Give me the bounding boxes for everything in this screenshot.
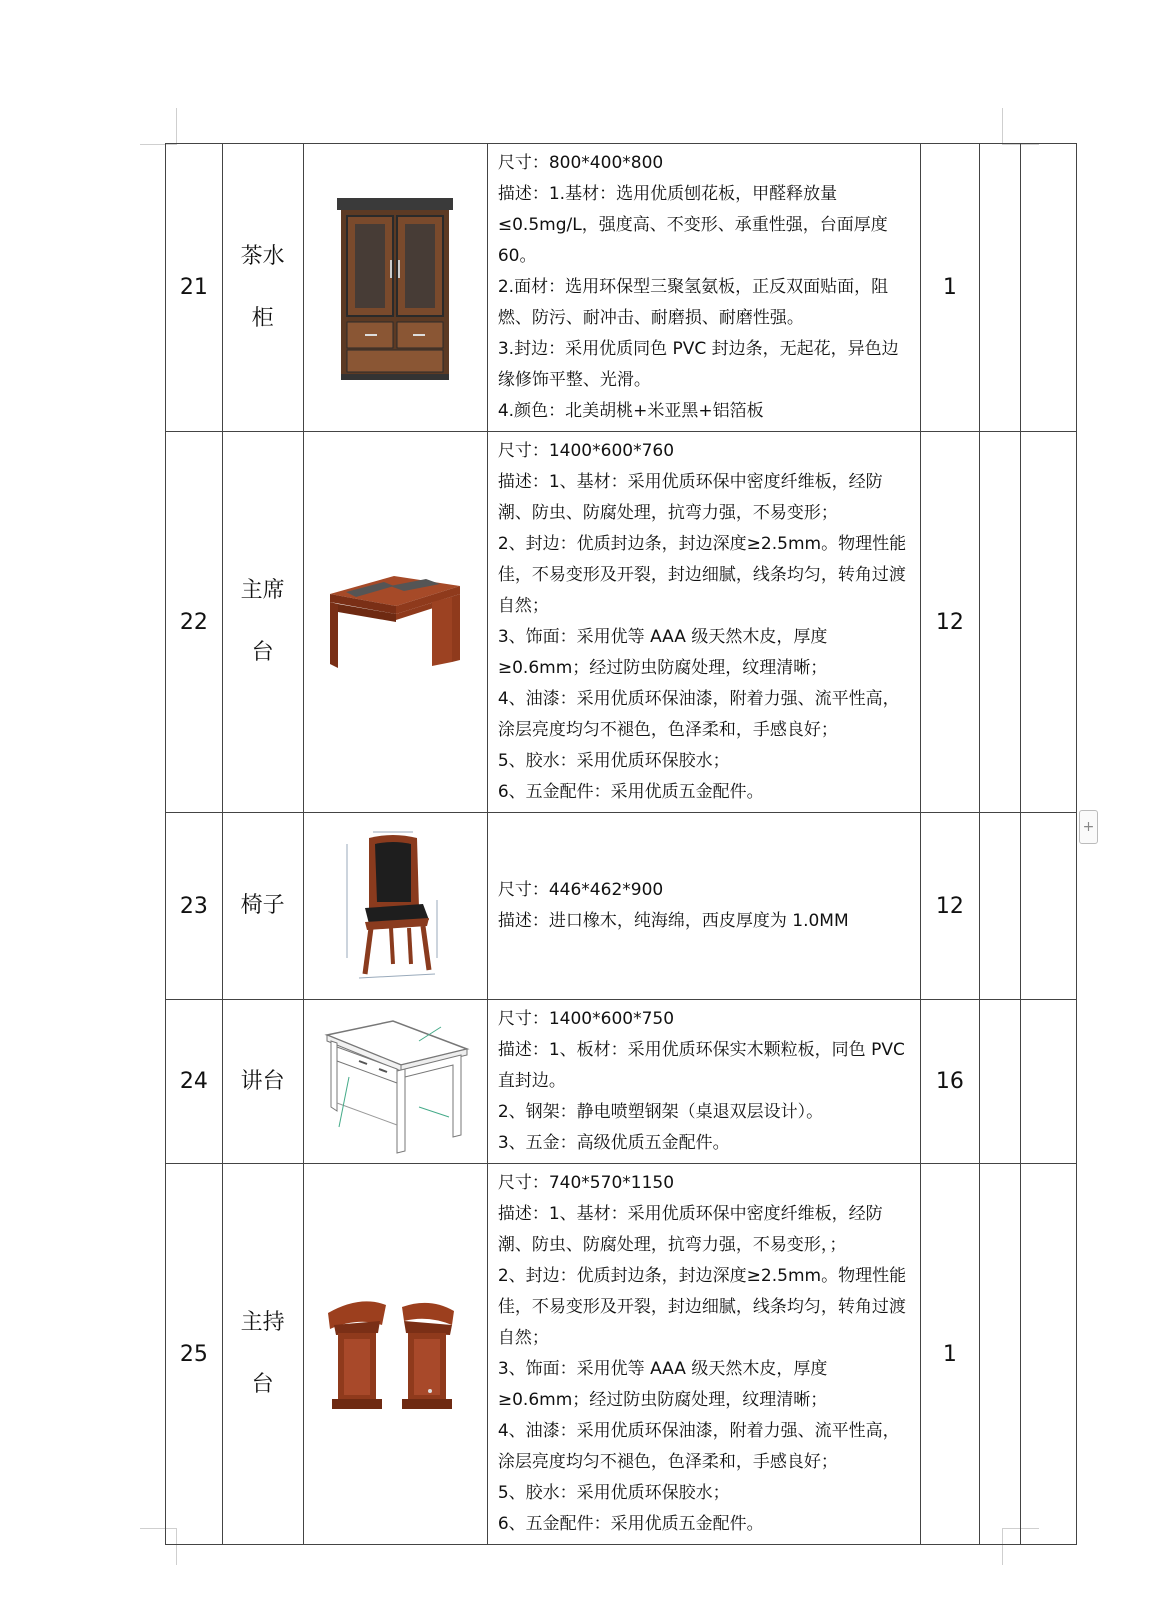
podium-icon — [320, 1295, 470, 1413]
item-name: 讲台 — [240, 1068, 285, 1094]
item-number[interactable]: 22 — [166, 432, 223, 813]
item-description[interactable] — [487, 1000, 920, 1164]
empty-cell[interactable] — [1021, 432, 1077, 813]
description-line: 2、封边：优质封边条，封边深度≥2.5mm。物理性能佳，不易变形及开裂，封边细腻，线条均匀，转角过渡自然； — [497, 1266, 907, 1348]
furniture-spec-table — [165, 143, 1077, 1545]
crop-mark-top-right — [1002, 108, 1039, 145]
description-line: 3、饰面：采用优等 AAA 级天然木皮，厚度≥0.6mm；经过防虫防腐处理，纹理清晰； — [497, 1359, 828, 1410]
description-line: 5、胶水：采用优质环保胶水； — [497, 751, 730, 771]
description-line: 2、封边：优质封边条，封边深度≥2.5mm。物理性能佳，不易变形及开裂，封边细腻，线条均匀，转角过渡自然； — [497, 534, 907, 616]
item-image-cell[interactable] — [303, 813, 487, 1000]
empty-cell[interactable] — [979, 144, 1021, 432]
lectern-table-icon — [309, 1007, 481, 1157]
description-line: 描述：进口橡木，纯海绵，西皮厚度为 1.0MM — [497, 911, 849, 931]
item-number[interactable]: 24 — [166, 1000, 223, 1164]
empty-cell[interactable] — [1021, 1164, 1077, 1545]
table-row — [166, 144, 1077, 432]
description-line: 4.颜色：北美胡桃+米亚黑+铝箔板 — [497, 401, 764, 421]
description-line: 3、饰面：采用优等 AAA 级天然木皮，厚度≥0.6mm；经过防虫防腐处理，纹理清晰； — [497, 627, 828, 678]
crop-mark-top-left — [140, 108, 177, 145]
table-row — [166, 813, 1077, 1000]
item-number[interactable]: 21 — [166, 144, 223, 432]
item-description[interactable] — [487, 813, 920, 1000]
empty-cell[interactable] — [979, 432, 1021, 813]
empty-cell[interactable] — [979, 1000, 1021, 1164]
item-number[interactable]: 23 — [166, 813, 223, 1000]
description-line: 描述：1.基材：选用优质刨花板，甲醛释放量≤0.5mg/L，强度高、不变形、承重性强，台面厚度 60。 — [497, 184, 888, 266]
empty-cell[interactable] — [979, 813, 1021, 1000]
empty-cell[interactable] — [1021, 1000, 1077, 1164]
chair-icon — [339, 828, 451, 984]
description-line: 尺寸：740*570*1150 — [497, 1173, 675, 1193]
description-line: 4、油漆：采用优质环保油漆，附着力强、流平性高，涂层亮度均匀不褪色，色泽柔和，手感良好； — [497, 689, 900, 740]
table-row — [166, 432, 1077, 813]
description-line: 描述：1、板材：采用优质环保实木颗粒板，同色 PVC 直封边。 — [497, 1040, 905, 1091]
item-image-cell[interactable] — [303, 144, 487, 432]
item-number[interactable]: 25 — [166, 1164, 223, 1545]
tea-cabinet-icon — [333, 194, 457, 382]
empty-cell[interactable] — [979, 1164, 1021, 1545]
item-image-cell[interactable] — [303, 1164, 487, 1545]
item-name: 茶水柜 — [240, 243, 285, 331]
description-line: 4、油漆：采用优质环保油漆，附着力强、流平性高，涂层亮度均匀不褪色，色泽柔和，手感良好； — [497, 1421, 900, 1472]
description-line: 尺寸：1400*600*750 — [497, 1009, 675, 1029]
description-line: 描述：1、基材：采用优质环保中密度纤维板，经防潮、防虫、防腐处理，抗弯力强，不易变形，； — [497, 1204, 883, 1255]
item-quantity[interactable]: 12 — [921, 432, 980, 813]
table-row — [166, 1000, 1077, 1164]
description-line: 尺寸：800*400*800 — [497, 153, 664, 173]
description-line: 描述：1、基材：采用优质环保中密度纤维板，经防潮、防虫、防腐处理，抗弯力强，不易变形； — [497, 472, 883, 523]
item-description[interactable] — [487, 432, 920, 813]
description-line: 尺寸：1400*600*760 — [497, 441, 675, 461]
description-line: 6、五金配件：采用优质五金配件。 — [497, 782, 764, 802]
item-description[interactable] — [487, 144, 920, 432]
item-name: 主持台 — [240, 1310, 285, 1397]
item-image-cell[interactable] — [303, 1000, 487, 1164]
description-line: 2、钢架：静电喷塑钢架（桌退双层设计）。 — [497, 1102, 824, 1122]
item-name: 椅子 — [240, 893, 285, 918]
empty-cell[interactable] — [1021, 813, 1077, 1000]
description-line: 尺寸：446*462*900 — [497, 880, 664, 900]
description-line: 5、胶水：采用优质环保胶水； — [497, 1483, 730, 1503]
table-row — [166, 1164, 1077, 1545]
item-quantity[interactable]: 12 — [921, 813, 980, 1000]
description-line: 3.封边：采用优质同色 PVC 封边条，无起花，异色边缘修饰平整、光滑。 — [497, 339, 899, 390]
item-name: 主席台 — [240, 578, 285, 665]
item-quantity[interactable]: 1 — [921, 1164, 980, 1545]
add-row-button[interactable]: + — [1079, 810, 1098, 844]
item-quantity[interactable]: 16 — [921, 1000, 980, 1164]
item-quantity[interactable]: 1 — [921, 144, 980, 432]
presidium-desk-icon — [324, 570, 466, 674]
description-line: 3、五金：高级优质五金配件。 — [497, 1133, 730, 1153]
item-description[interactable] — [487, 1164, 920, 1545]
item-image-cell[interactable] — [303, 432, 487, 813]
description-line: 6、五金配件：采用优质五金配件。 — [497, 1514, 764, 1534]
description-line: 2.面材：选用环保型三聚氢氨板，正反双面贴面，阻燃、防污、耐冲击、耐磨损、耐磨性强。 — [497, 277, 889, 328]
empty-cell[interactable] — [1021, 144, 1077, 432]
